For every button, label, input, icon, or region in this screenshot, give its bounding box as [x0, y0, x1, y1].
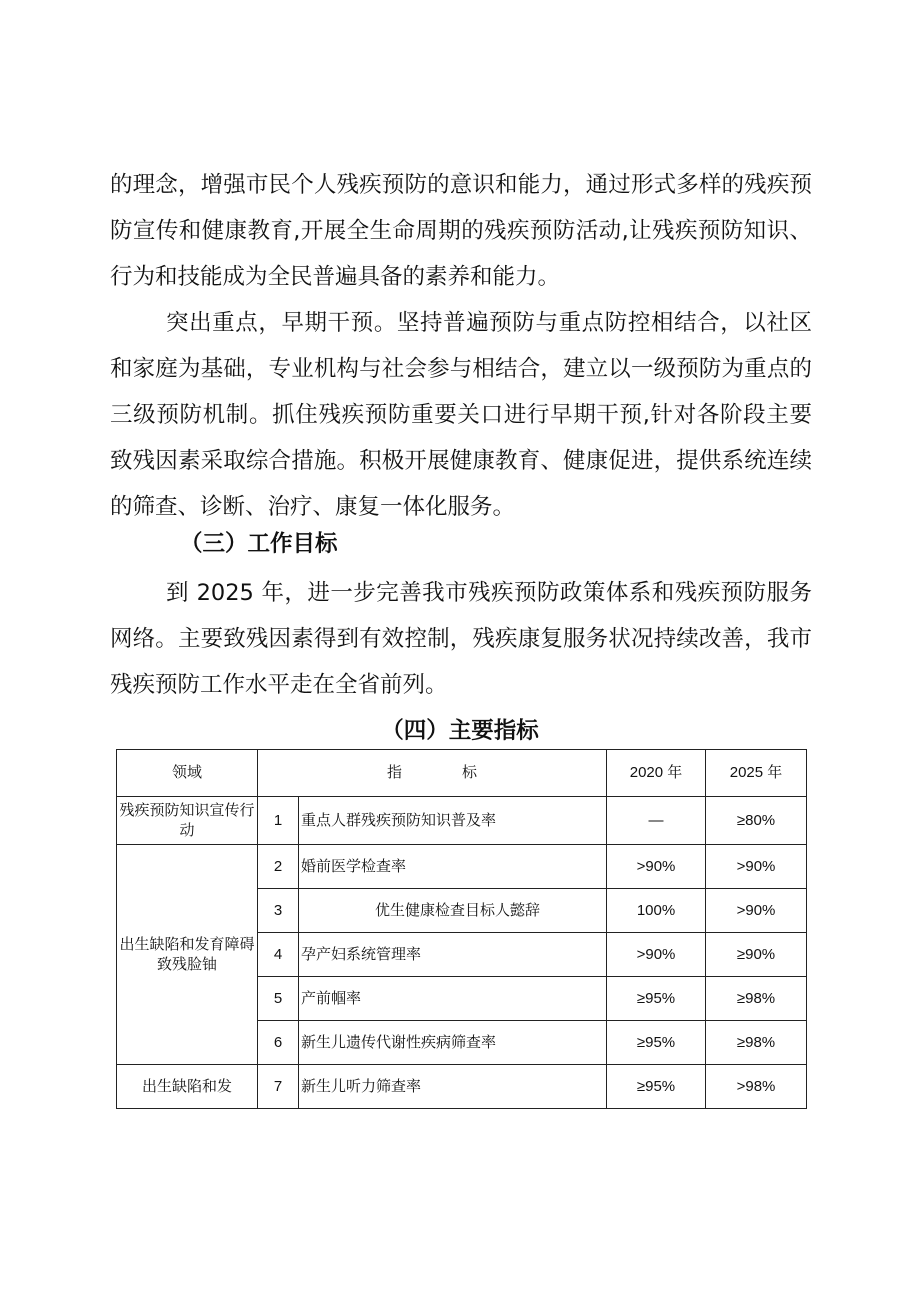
row-number: 3 [258, 889, 299, 933]
header-2025: 2025 年 [706, 750, 807, 797]
domain-cell: 出生缺陷和发育障碍致残脸铀 [117, 845, 258, 1065]
indicator-name: 优生健康检查目标人懿辞 [299, 889, 607, 933]
value-2020: ≥95% [607, 977, 706, 1021]
value-2020: ≥95% [607, 1065, 706, 1109]
value-2025: ≥98% [706, 977, 807, 1021]
header-indicator: 指 标 [258, 750, 607, 797]
value-2020: — [607, 797, 706, 845]
row-number: 4 [258, 933, 299, 977]
indicator-name: 新生儿遗传代谢性疾病筛查率 [299, 1021, 607, 1065]
indicator-name: 孕产妇系统管理率 [299, 933, 607, 977]
header-domain: 领域 [117, 750, 258, 797]
domain-cell: 出生缺陷和发 [117, 1065, 258, 1109]
value-2020: ≥95% [607, 1021, 706, 1065]
paragraph-goals: 到 2025 年，进一步完善我市残疾预防政策体系和残疾预防服务网络。主要致残因素得到有效控制，残疾康复服务状况持续改善，我市残疾预防工作水平走在全省前列。 [110, 580, 812, 698]
value-2020: >90% [607, 845, 706, 889]
table-row [117, 797, 807, 845]
row-number: 7 [258, 1065, 299, 1109]
row-number: 6 [258, 1021, 299, 1065]
indicator-name: 重点人群残疾预防知识普及率 [299, 797, 607, 845]
row-number: 5 [258, 977, 299, 1021]
header-2020: 2020 年 [607, 750, 706, 797]
table-row [117, 845, 807, 889]
value-2020: 100% [607, 889, 706, 933]
row-number: 1 [258, 797, 299, 845]
value-2025: >90% [706, 845, 807, 889]
value-2025: ≥98% [706, 1021, 807, 1065]
paragraph-concept: 的理念，增强市民个人残疾预防的意识和能力，通过形式多样的残疾预防宣传和健康教育,开展全生命周期的残疾预防活动,让残疾预防知识、行为和技能成为全民普遍具备的素养和能力。 [110, 172, 812, 290]
value-2025: >90% [706, 889, 807, 933]
indicator-name: 婚前医学检查率 [299, 845, 607, 889]
value-2025: >98% [706, 1065, 807, 1109]
table-row [117, 1065, 807, 1109]
domain-cell: 残疾预防知识宣传行动 [117, 797, 258, 845]
section-heading-goals: （三）工作目标 [180, 531, 338, 557]
indicators-table [116, 749, 807, 1109]
indicator-name: 新生儿听力筛查率 [299, 1065, 607, 1109]
row-number: 2 [258, 845, 299, 889]
value-2025: ≥80% [706, 797, 807, 845]
value-2025: ≥90% [706, 933, 807, 977]
paragraph-key-intervention: 突出重点，早期干预。坚持普遍预防与重点防控相结合，以社区和家庭为基础，专业机构与社会参与相结合，建立以一级预防为重点的三级预防机制。抓住残疾预防重要关口进行早期干预,针对各阶段主要致残因素采取综合措施。积极开展健康教育、健康促进，提供系统连续的筛查、诊断、治疗、康复一体化服务。 [110, 310, 812, 520]
table-header-row [117, 750, 807, 797]
value-2020: >90% [607, 933, 706, 977]
indicator-name: 产前帼率 [299, 977, 607, 1021]
section-heading-indicators: （四）主要指标 [381, 718, 539, 744]
